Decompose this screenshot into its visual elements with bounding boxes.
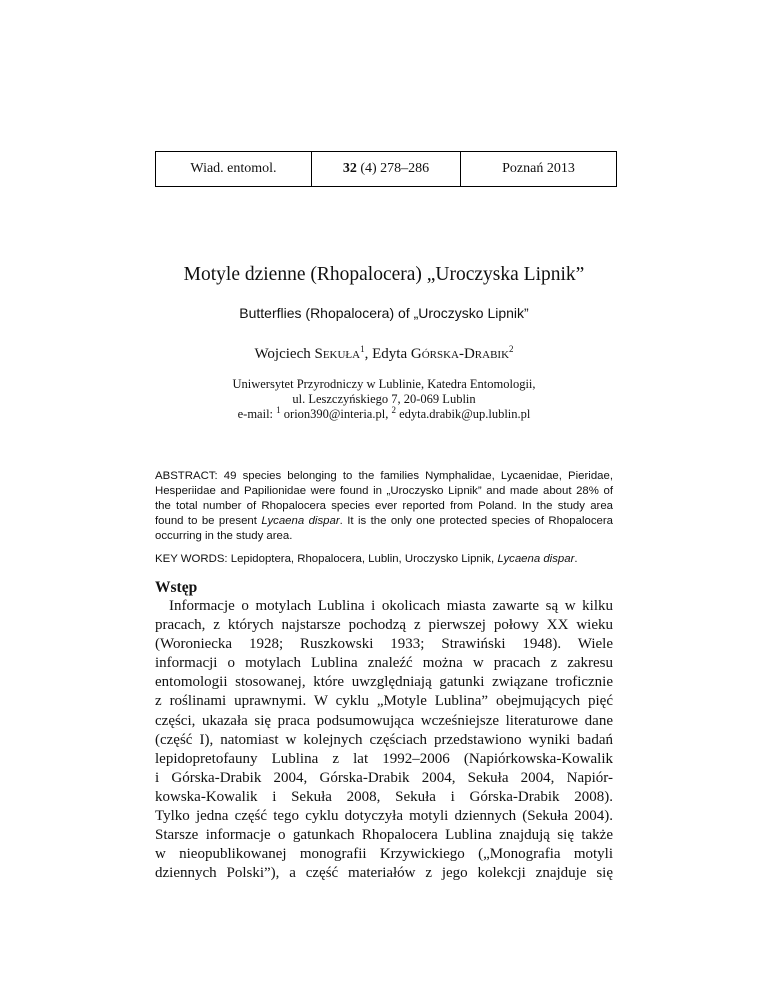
author1-affil-mark: 1	[360, 344, 365, 354]
affiliation	[0, 377, 768, 422]
keywords	[155, 552, 613, 567]
body-line: kowska-Kowalik i Sekuła 2008, Sekuła i Górska-Drabik 2008).	[155, 788, 613, 805]
body-line: z roślinami uprawnymi. W cyklu „Motyle Lublina” obejmujących pięć	[155, 693, 613, 710]
author1-last-name: Sekuła	[314, 346, 361, 362]
affiliation-emails	[0, 404, 768, 422]
article-title: Motyle dzienne (Rhopalocera) „Uroczyska Lipnik”	[183, 264, 585, 285]
volume-issue-pages	[312, 152, 461, 187]
journal-header-table	[155, 151, 617, 187]
body-line: Tylko jedna część tego cyklu dotyczyła motyli dziennych (Sekuła 2004).	[155, 808, 613, 825]
volume-number: 32	[342, 161, 357, 176]
body-line: w nieopublikowanej monografii Krzywickiego („Monografia motyli	[155, 846, 613, 863]
email-link-1[interactable]: orion390@interia.pl,	[280, 407, 392, 421]
affiliation-line-1: Uniwersytet Przyrodniczy w Lublinie, Katedra Entomologii,	[232, 377, 536, 391]
abstract	[155, 469, 613, 544]
section-heading: Wstęp	[155, 579, 198, 596]
place-year: Poznań 2013	[461, 152, 617, 187]
abstract-text-2: . It is the only one protected species of Rhopalocera occurring in the study area.	[155, 515, 613, 542]
section-body	[155, 597, 613, 883]
body-line: Starsze informacje o gatunkach Rhopalocera Lublina znajdują się także	[155, 827, 613, 844]
body-line: informacji o motylach Lublina znaleźć można w pracach z zakresu	[155, 655, 613, 672]
keywords-text: KEY WORDS: Lepidoptera, Rhopalocera, Lublin, Uroczysko Lipnik,	[155, 553, 498, 565]
keywords-species: Lycaena dispar	[497, 553, 575, 565]
body-line: lepidopretofauny Lublina z lat 1992–2006 (Napiórkowska-Kowalik	[155, 750, 613, 767]
email-link-2[interactable]: edyta.drabik@up.lublin.pl	[395, 407, 531, 421]
authors	[0, 346, 768, 363]
email-prefix: e-mail:	[237, 407, 277, 421]
body-line: części, ukazała się praca podsumowująca wcześniejsze literaturowe dane	[155, 712, 613, 729]
issue-pages: (4) 278–286	[356, 161, 430, 176]
author1-first-name: Wojciech	[254, 346, 315, 362]
body-line: Informacje o motylach Lublina i okolicach miasta zawarte są w kilku	[169, 598, 613, 614]
email1-mark: 1	[276, 404, 281, 415]
body-line: entomologii stosowanej, które uwzględniają gatunki związane troficznie	[155, 674, 613, 691]
author-separator: , Edyta	[364, 346, 411, 362]
article-subtitle: Butterflies (Rhopalocera) of „Uroczysko Lipnik”	[239, 305, 529, 321]
journal-name: Wiad. entomol.	[156, 152, 312, 187]
body-line: pracach, z których najstarsze pochodzą z pierwszej połowy XX wieku	[155, 617, 613, 634]
body-line: dziennych Polski”), a część materiałów z jego kolekcji znajduje się	[155, 865, 613, 882]
body-line: i Górska-Drabik 2004, Górska-Drabik 2004, Sekuła 2004, Napiór-	[155, 769, 613, 786]
email2-mark: 2	[391, 404, 396, 415]
author2-last-name: Górska-Drabik	[410, 346, 510, 362]
affiliation-line-2: ul. Leszczyńskiego 7, 20-069 Lublin	[292, 392, 476, 406]
abstract-species: Lycaena dispar	[261, 515, 340, 527]
body-line: (Woroniecka 1928; Ruszkowski 1933; Strawiński 1948). Wiele	[155, 636, 613, 653]
keywords-end: .	[574, 553, 578, 565]
body-line: (część I), natomiast w kolejnych częściach przedstawiono wyniki badań	[155, 731, 613, 748]
author2-affil-mark: 2	[509, 344, 514, 354]
abstract-text-1: ABSTRACT: 49 species belonging to the families Nymphalidae, Lycaenidae, Pieridae, Hesperiidae and Papilionidae were found in „Uroczysko Lipnik” and made about 28% of the total number of Rhopalocera species ever reported from Poland. In the study area found to be present	[155, 470, 613, 527]
